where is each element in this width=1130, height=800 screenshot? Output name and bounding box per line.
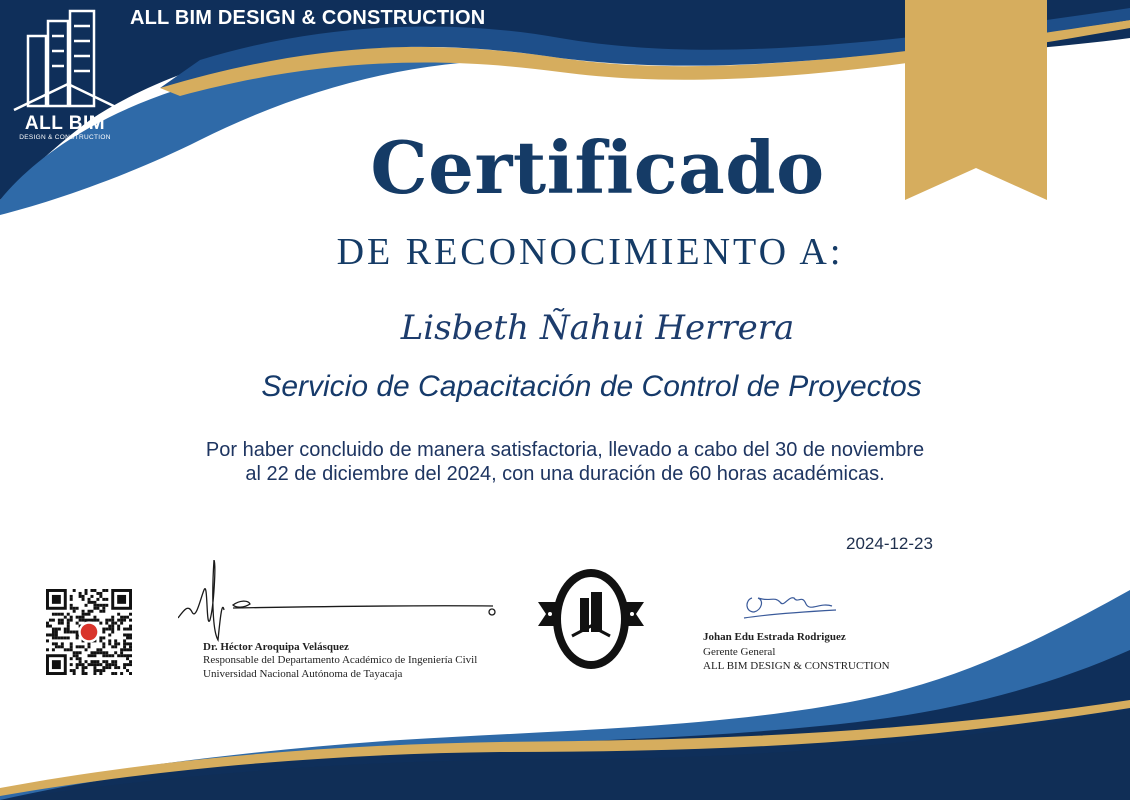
signatory-1-name: Dr. Héctor Aroquipa Velásquez [203, 641, 349, 653]
signatory-2-name: Johan Edu Estrada Rodriguez [703, 631, 846, 643]
signatory-2-organization: ALL BIM DESIGN & CONSTRUCTION [703, 660, 890, 672]
signature-1 [178, 560, 508, 650]
logo-subtext: DESIGN & CONSTRUCTION [19, 134, 111, 141]
certificate-subtitle: DE RECONOCIMIENTO A: [336, 231, 844, 273]
company-header: ALL BIM DESIGN & CONSTRUCTION [130, 7, 486, 29]
certificate-description [0, 438, 1130, 486]
course-title: Servicio de Capacitación de Control de Proyectos [261, 370, 922, 403]
qr-code-icon [46, 589, 132, 675]
signatory-1-role: Responsable del Departamento Académico de Ingeniería Civil [203, 654, 478, 666]
description-line-1: Por haber concluido de manera satisfactoria, llevado a cabo del 30 de noviembre [205, 439, 925, 461]
certification-seal-icon [536, 564, 646, 674]
logo-text: ALL BIM [24, 113, 106, 134]
certificate-title: Certificado [370, 125, 825, 210]
signatory-2-role: Gerente General [703, 646, 776, 658]
signatory-1-organization: Universidad Nacional Autónoma de Tayacaja [203, 668, 403, 680]
recipient-name: Lisbeth Ñahui Herrera [400, 308, 795, 348]
issue-date: 2024-12-23 [846, 534, 933, 553]
description-line-2: al 22 de diciembre del 2024, con una duración de 60 horas académicas. [245, 463, 885, 485]
signature-2 [740, 588, 840, 622]
